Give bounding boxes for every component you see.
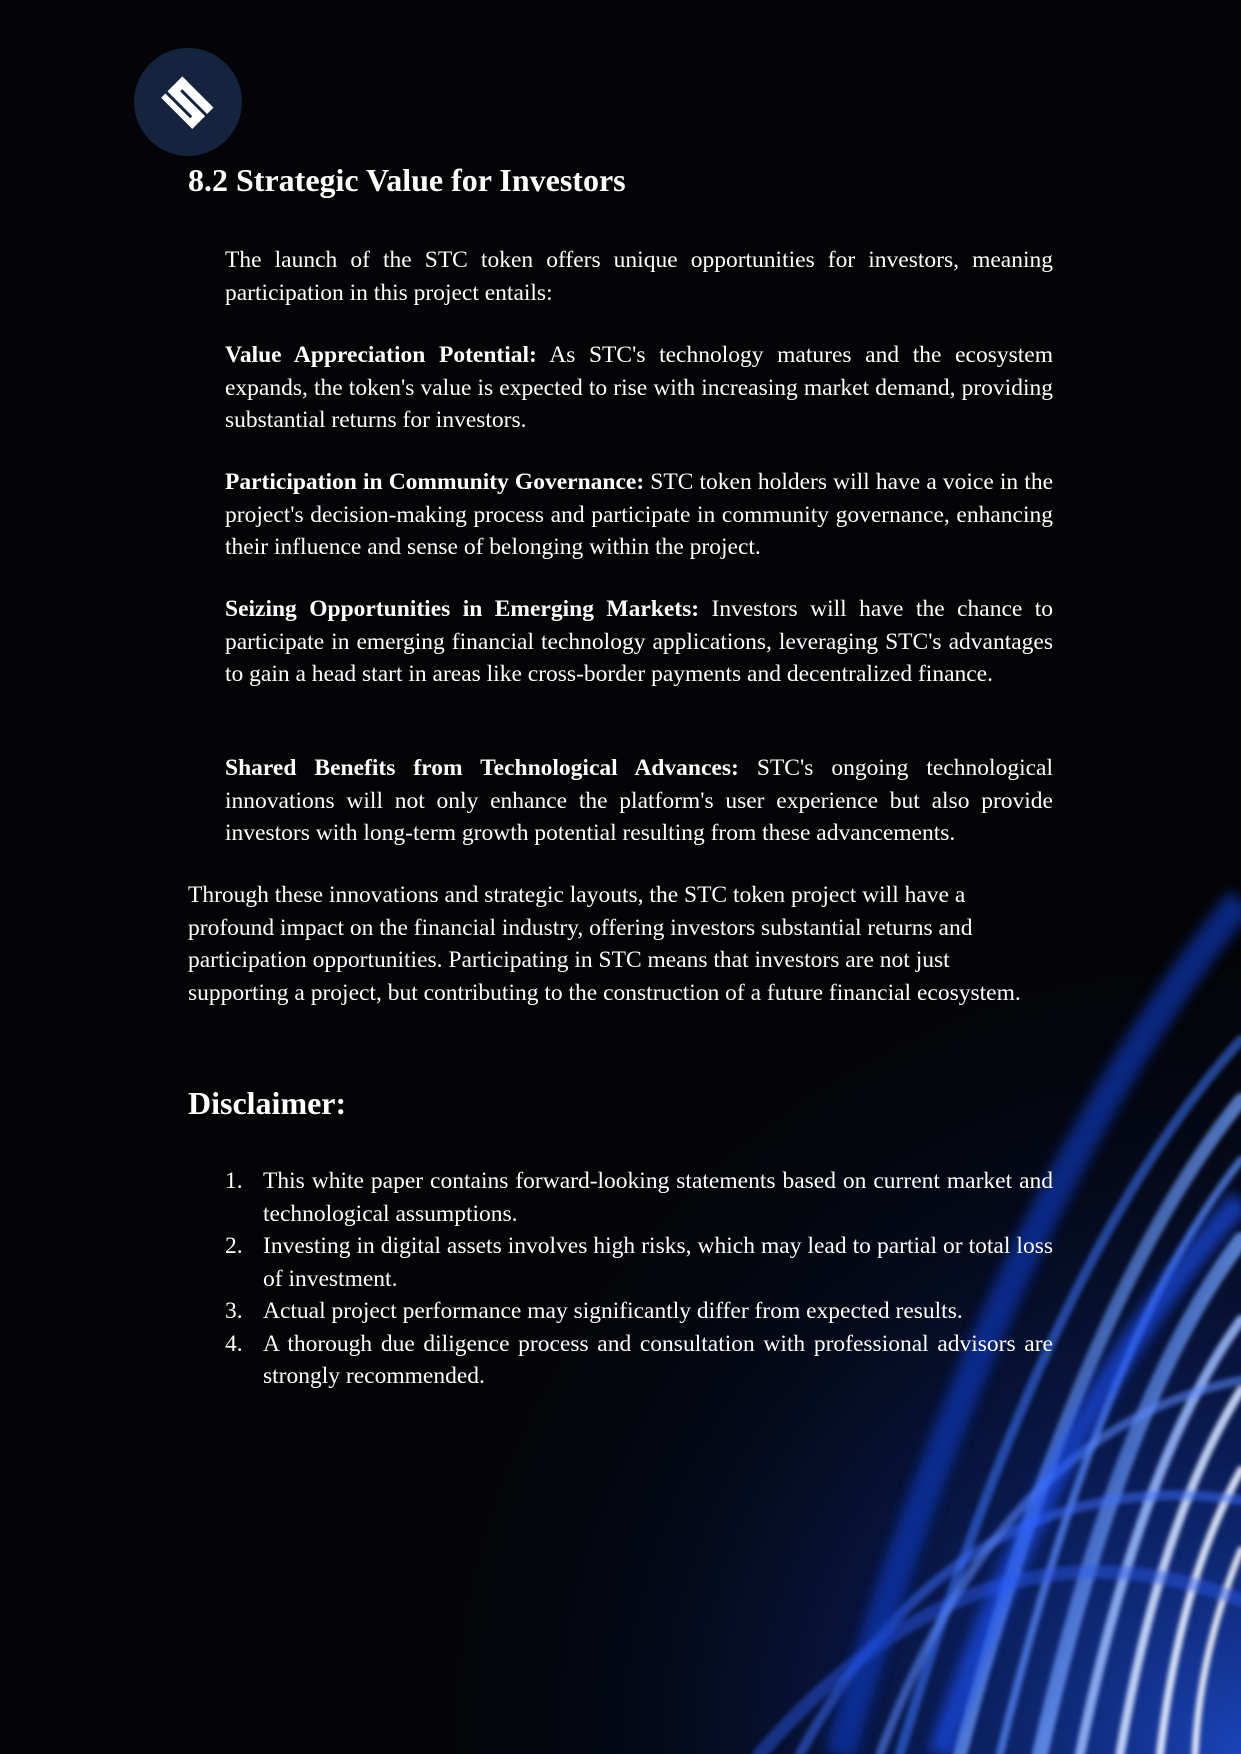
disclaimer-text: This white paper contains forward-looking statements based on current market and technological assumptions. xyxy=(263,1168,1053,1227)
disclaimer-item xyxy=(225,1295,1053,1328)
point-text: Investors will have the chance to participate in emerging financial technology applications, leveraging STC's advantages to gain a head start in areas like cross-border payments and decentralized finance. xyxy=(225,596,1054,687)
point-text: STC's ongoing technological innovations will not only enhance the platform's user experience but also provide investors with long-term growth potential resulting from these advancements. xyxy=(225,755,1053,846)
point-emerging-markets xyxy=(225,593,1053,691)
disclaimer-title: Disclaimer: xyxy=(188,1085,347,1121)
disclaimer-item xyxy=(225,1165,1053,1230)
intro-paragraph: The launch of the STC token offers unique opportunities for investors, meaning participation in this project entails: xyxy=(225,247,1053,306)
disclaimer-text: A thorough due diligence process and consultation with professional advisors are strongly recommended. xyxy=(263,1330,1053,1389)
disclaimer-text: Investing in digital assets involves high risks, which may lead to partial or total loss of investment. xyxy=(263,1233,1053,1292)
point-heading: Value Appreciation Potential: xyxy=(225,342,537,368)
point-text: STC token holders will have a voice in the project's decision-making process and participate in community governance, enhancing their influence and sense of belonging within the project. xyxy=(225,469,1053,560)
point-community-governance xyxy=(225,466,1053,564)
disclaimer-item xyxy=(225,1328,1053,1393)
disclaimer-list xyxy=(225,1165,1053,1393)
list-number: 2. xyxy=(225,1233,243,1259)
point-technological-advances xyxy=(225,752,1053,850)
point-text: As STC's technology matures and the ecosystem expands, the token's value is expected to rise with increasing market demand, providing substantial returns for investors. xyxy=(225,342,1053,433)
point-value-appreciation xyxy=(225,339,1053,437)
brand-logo xyxy=(134,48,242,156)
stc-logo-icon xyxy=(134,48,242,156)
point-heading: Shared Benefits from Technological Advances: xyxy=(225,755,739,781)
list-number: 4. xyxy=(225,1330,243,1357)
point-heading: Seizing Opportunities in Emerging Markets: xyxy=(225,596,700,622)
list-number: 1. xyxy=(225,1168,243,1194)
list-number: 3. xyxy=(225,1298,243,1324)
disclaimer-text: Actual project performance may significantly differ from expected results. xyxy=(263,1298,963,1324)
closing-paragraph: Through these innovations and strategic layouts, the STC token project will have a profound impact on the financial industry, offering investors substantial returns and participation opportunities. Participating in STC means that investors are not just supporting a project, but contributing to the construction of a future financial ecosystem. xyxy=(188,882,1021,1006)
disclaimer-item xyxy=(225,1230,1053,1295)
point-heading: Participation in Community Governance: xyxy=(225,469,645,495)
section-title: 8.2 Strategic Value for Investors xyxy=(188,162,626,198)
